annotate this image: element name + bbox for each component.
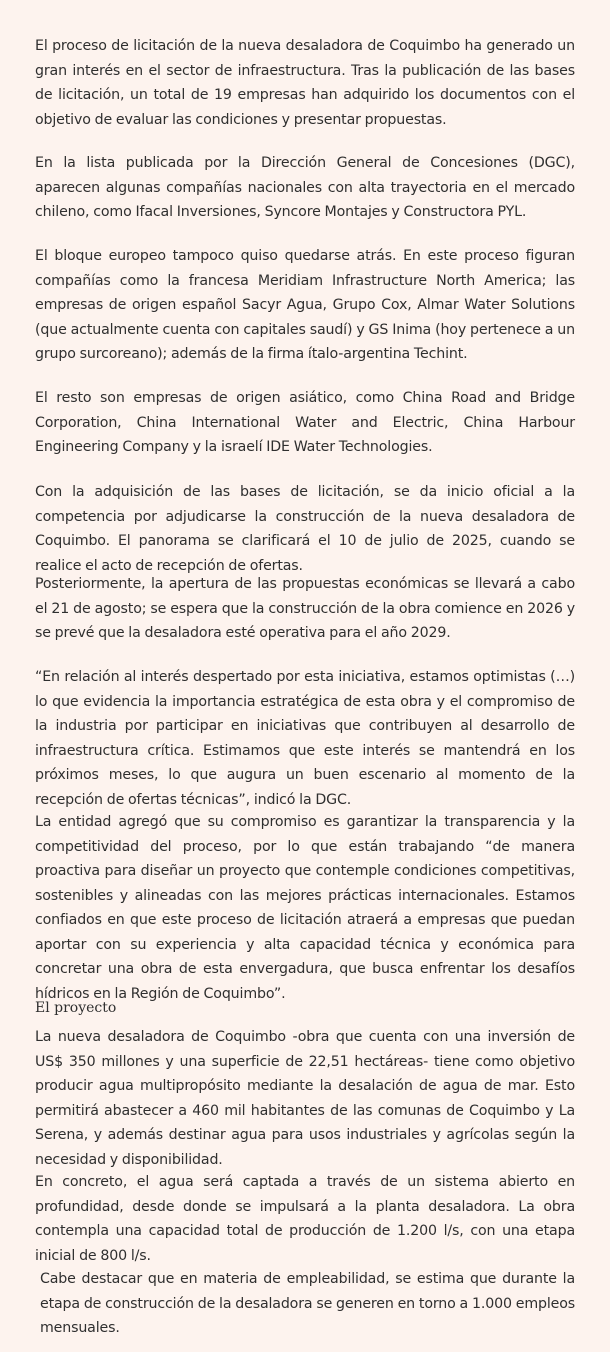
paragraph-calendario: Posteriormente, la apertura de las propuestas económicas se llevará a cabo el 21 de agosto; se espera que la construcción de la obra comience en 2026 y se prevé que la desaladora esté operativa para el año 2029. <box>35 576 575 641</box>
paragraph-captacion-agua: En concreto, el agua será captada a través de un sistema abierto en profundidad, desde donde se impulsará a la planta desaladora. La obra contempla una capacidad total de producción de 1.200 l/s, con una etapa inicial de 800 l/s. <box>35 1174 575 1264</box>
paragraph-cita-dgc: “En relación al interés despertado por esta iniciativa, estamos optimistas (…) lo que evidencia la importancia estratégica de esta obra y el compromiso de la industria por participar en iniciativas que contribuyen al desarrollo de infraestructura crítica. Estimamos que este interés se mantendrá en los próximos meses, lo que augura un buen escenario al momento de la recepción de ofertas técnicas”, indicó la DGC. <box>35 669 575 808</box>
paragraph-empresas-asiaticas: El resto son empresas de origen asiático, como China Road and Bridge Corporation, China International Water and Electric, China Harbour Engineering Company y la israelí IDE Water Technologies. <box>35 390 575 455</box>
paragraph-licitacion-intro: El proceso de licitación de la nueva desaladora de Coquimbo ha generado un gran interés en el sector de infraestructura. Tras la publicación de las bases de licitación, un total de 19 empresas han adquirido los documentos con el objetivo de evaluar las condiciones y presentar propuestas. <box>35 38 575 128</box>
paragraph-empleabilidad: Cabe destacar que en materia de empleabilidad, se estima que durante la etapa de construcción de la desaladora se generen en torno a 1.000 empleos mensuales. <box>40 1271 575 1336</box>
paragraph-inicio-competencia: Con la adquisición de las bases de licitación, se da inicio oficial a la competencia por adjudicarse la construcción de la nueva desaladora de Coquimbo. El panorama se clarificará el 10 de julio de 2025, cuando se realice el acto de recepción de ofertas. <box>35 484 575 574</box>
paragraph-bloque-europeo: El bloque europeo tampoco quiso quedarse atrás. En este proceso figuran compañías como la francesa Meridiam Infrastructure North America; las empresas de origen español Sacyr Agua, Grupo Cox, Almar Water Solutions (que actualmente cuenta con capitales saudí) y GS Inima (hoy pertenece a un grupo surcoreano); además de la firma ítalo-argentina Techint. <box>35 248 575 362</box>
paragraph-compromiso-dgc: La entidad agregó que su compromiso es garantizar la transparencia y la competitividad del proceso, por lo que están trabajando “de manera proactiva para diseñar un proyecto que contemple condiciones competitivas, sostenibles y alineadas con las mejores prácticas internacionales. Estamos confiados en que este proceso de licitación atraerá a empresas que puedan aportar con su experiencia y alta capacidad técnica y económica para concretar una obra de esta envergadura, que busca enfrentar los desafíos hídricos en la Región de Coquimbo”. <box>35 814 575 1002</box>
section-heading-proyecto: El proyecto <box>35 1000 117 1016</box>
paragraph-proyecto-descripcion: La nueva desaladora de Coquimbo -obra que cuenta con una inversión de US$ 350 millones y una superficie de 22,51 hectáreas- tiene como objetivo producir agua multipropósito mediante la desalación de agua de mar. Esto permitirá abastecer a 460 mil habitantes de las comunas de Coquimbo y La Serena, y además destinar agua para usos industriales y agrícolas según la necesidad y disponibilidad. <box>35 1029 575 1168</box>
paragraph-empresas-nacionales: En la lista publicada por la Dirección General de Concesiones (DGC), aparecen algunas compañías nacionales con alta trayectoria en el mercado chileno, como Ifacal Inversiones, Syncore Montajes y Constructora PYL. <box>35 155 575 220</box>
